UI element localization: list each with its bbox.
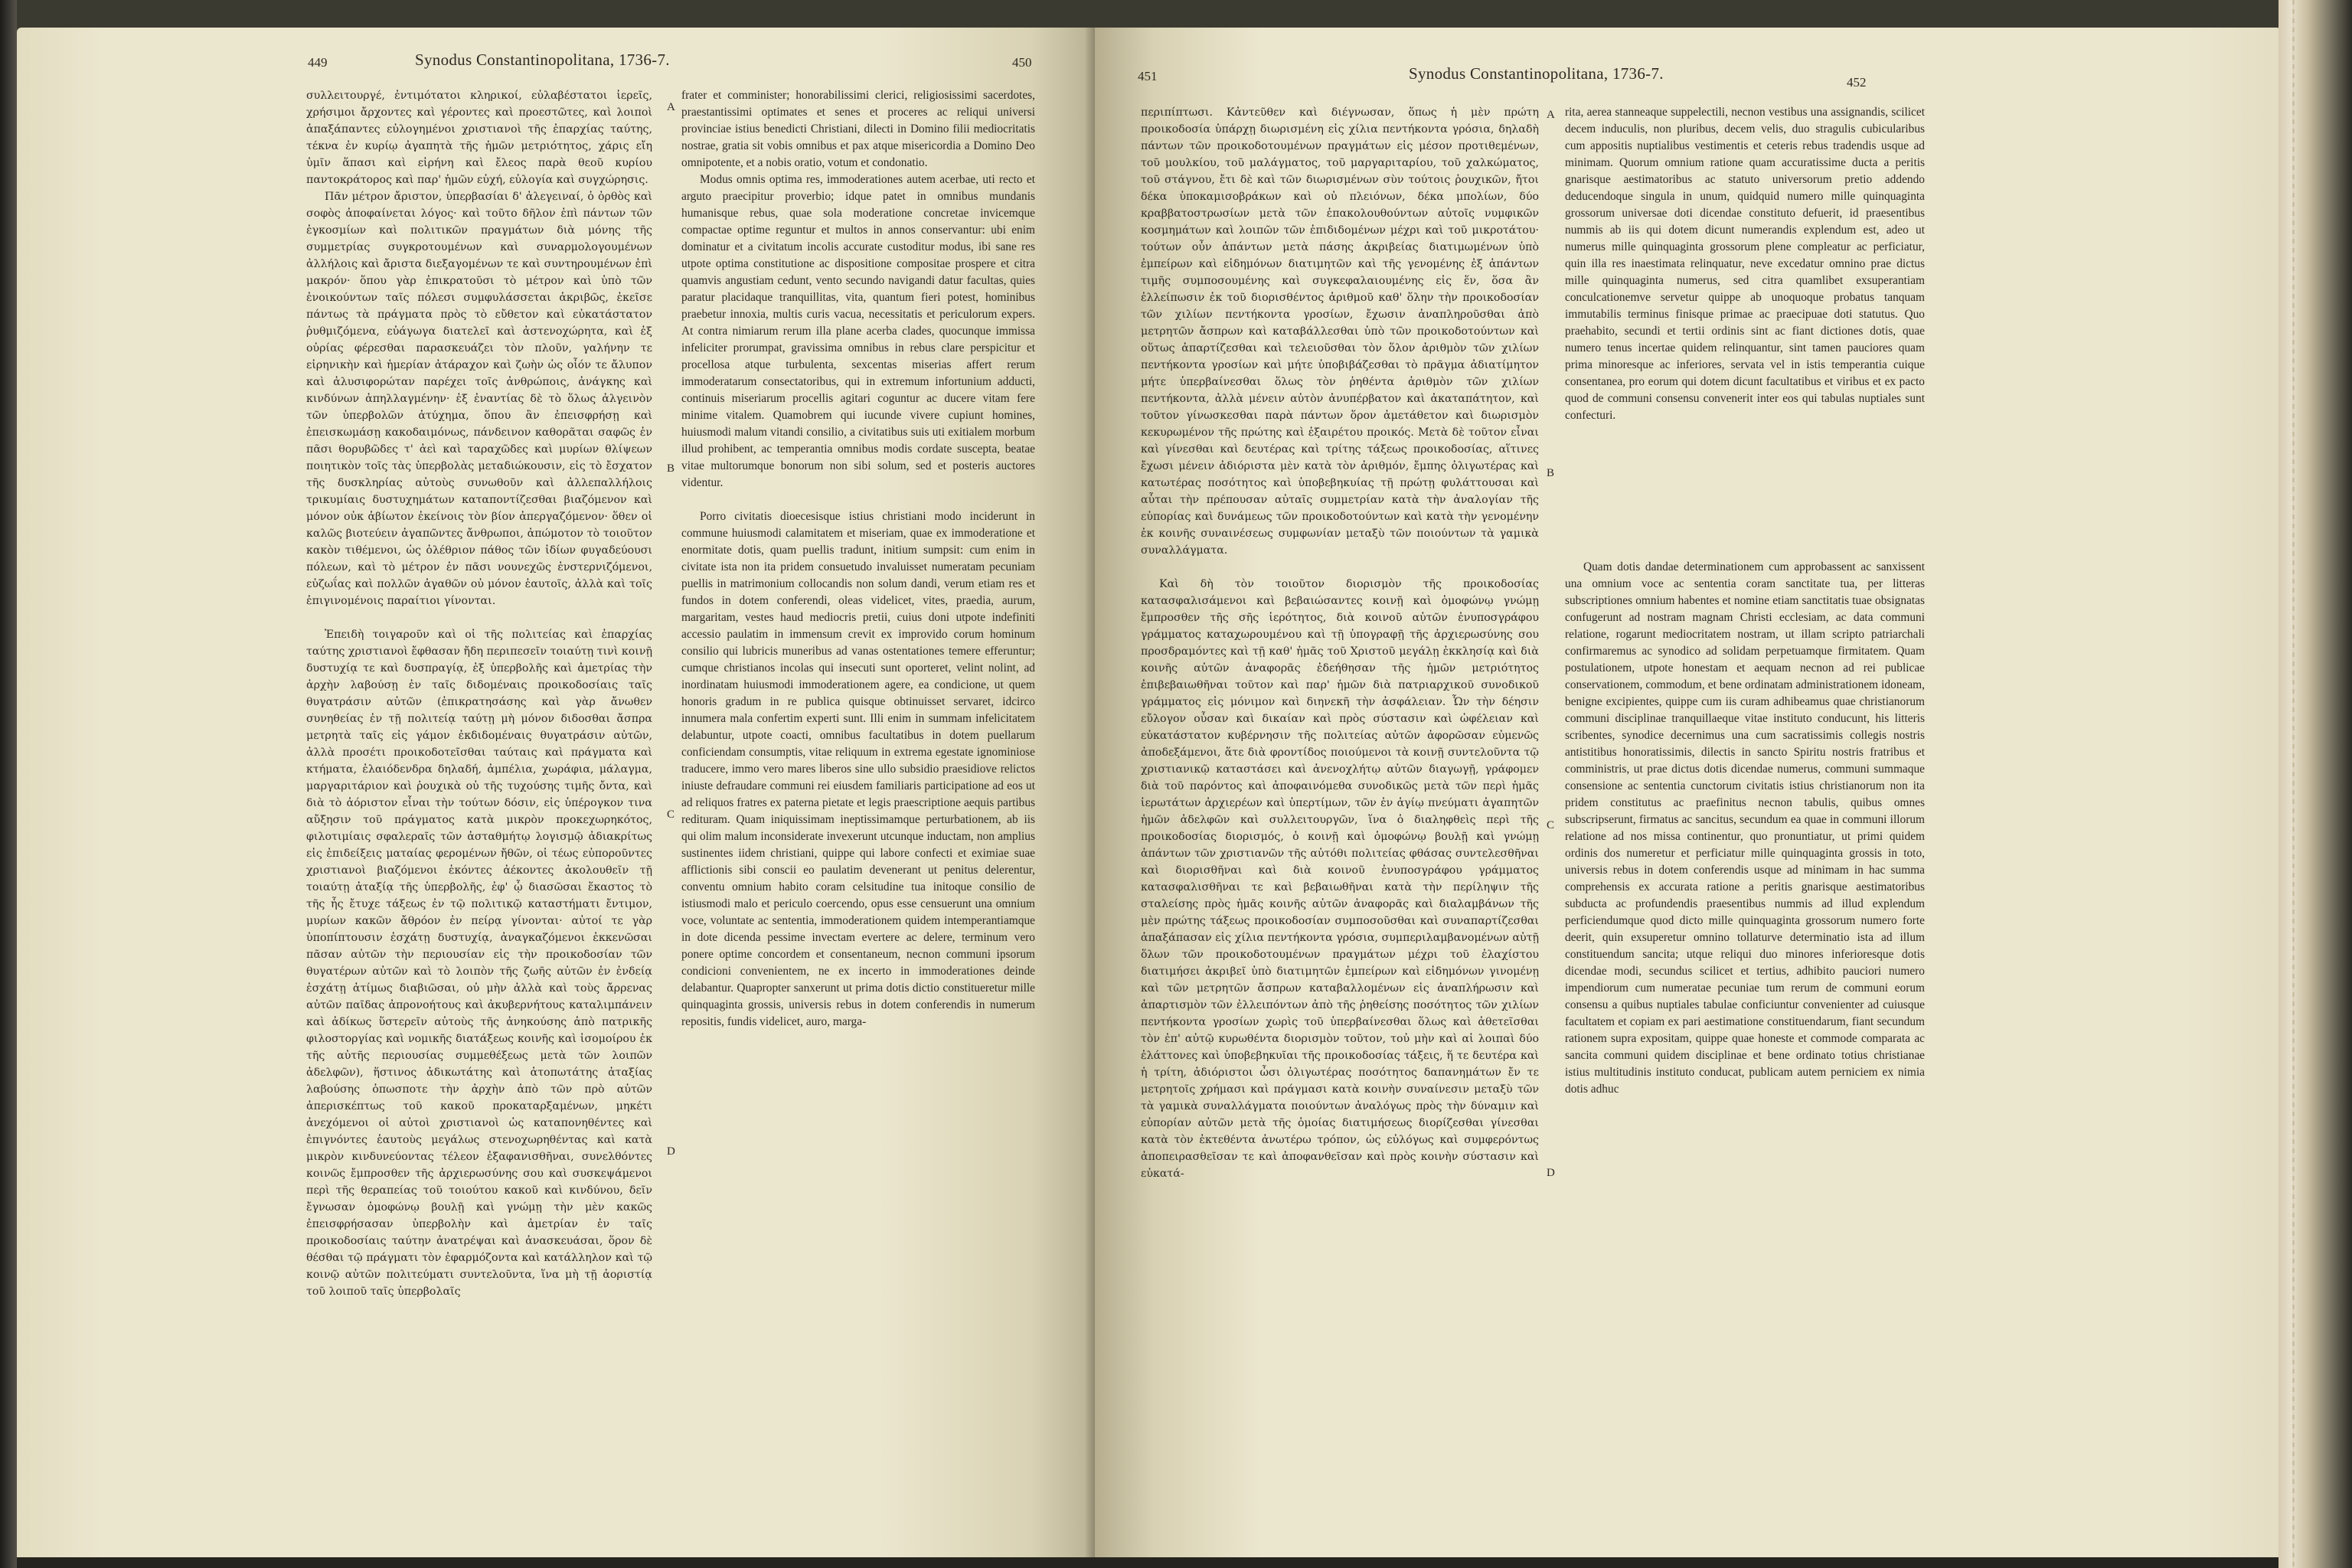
margin-letter-a: A [1547,109,1555,121]
book-right-edge [2278,0,2352,1568]
greek-paragraph: Ἐπειδὴ τοιγαροῦν καὶ οἱ τῆς πολιτείας καὶ ἐπαρχίας ταύτης χριστιανοὶ ἔφθασαν ἤδη περιπεσεῖν τοιαύτῃ τινὶ κοινῇ δυστυχίᾳ τε καὶ δυσπραγίᾳ, ἐξ ὑπερβολῆς καὶ ἀμετρίας τὴν ἀρχὴν λαβούσῃ ἐν ταῖς διδομέναις προικοδοσίαις ταῖς θυγατράσιν αὐτῶν (ἐπικρατησάσης καὶ γὰρ ἄνωθεν συνηθείας ἐν τῇ πολιτείᾳ ταύτῃ μὴ μόνον διδοσθαι ἄσπρα μετρητὰ ταῖς εἰς γάμον ἐκδιδομέναις θυγατράσιν αὐτῶν, ἀλλὰ προσέτι προικοδοτεῖσθαι ταύταις καὶ πράγματα καὶ κτήματα, ἐλαιόδενδρα δηλαδή, ἀμπέλια, χωράφια, μάλαγμα, μαργαριτάριον καὶ ῥουχικὰ οὐ τῆς τυχούσης τιμῆς ὄντα, καὶ διὰ τὸ ἀόριστον εἶναι τὴν τούτων δόσιν, εἰς ὑπέρογκον τινα αὔξησιν τοῦ πράγματος κατὰ μικρὸν προκεχωρηκότος, φιλοτιμίαις σφαλεραῖς τῶν ἀσταθμήτῳ λογισμῷ ἀδιακρίτως εἰς ἐπιδείξεις ματαίας φερομένων ἤθῶν, οἱ τέως εὐποροῦντες χριστιανοὶ βιαζόμενοι ἑκόντες ἀέκοντες ἀκολουθεῖν τῇ τοιαύτῃ ἀταξίᾳ τῆς ὑπερβολῆς, ἐφ' ᾧ διασῶσαι ἕκαστος τὸ τῆς ἧς ἔτυχε τάξεως ἐν τῷ πολιτικῷ καταστήματι ἔντιμον, μυρίων κακῶν ἄθρόον ἐν πείρᾳ γίνονται· αὐτοί τε γὰρ ὑποπίπτουσιν ἐσχάτῃ δυστυχίᾳ, ἀναγκαζόμενοι ἐκκενῶσαι πᾶσαν αὐτῶν τὴν περιουσίαν εἰς τὴν προικοδοσίαν τῶν θυγατέρων αὐτῶν καὶ τὸ λοιπὸν τῆς ζωῆς αὐτῶν ἐν ἐνδείᾳ ἐσχάτῃ ἀτίμως διαβιῶσαι, οὐ μὴν ἀλλὰ καὶ τοὺς ἄρρενας αὐτῶν παῖδας ἀπρονοήτους καὶ ἀκυβερνήτους καταλιμπάνειν καὶ ἀδίκως ὕστερεῖν αὐτοὺς τῆς ἀνηκούσης ἀπὸ πατρικῆς φιλοστοργίας καὶ νομικῆς διατάξεως κοινῆς καὶ ἰσομοίρου ἐκ τῆς αὐτῆς περιουσίας συμμεθέξεως μετὰ τῶν λοιπῶν ἀδελφῶν), ἥστινος ἀδικωτάτης καὶ ἀτοπωτάτης ἀταξίας λαβούσης ὁπωσποτε τὴν ἀρχὴν ἀπὸ τῶν πρὸ αὐτῶν ἀπερισκέπτως τοῦ κακοῦ προκαταρξαμένων, μηκέτι ἀνεχόμενοι οἱ αὐτοὶ χριστιανοὶ ὡς καταπονηθέντες καὶ ἐπιγνόντες ἑαυτοὺς μεγάλως στενοχωρηθέντας καὶ κατὰ μικρὸν κινδυνεύοντας τέλεον ἐξαφανισθῆναι, συνελθόντες κοινῶς ἔμπροσθεν τῆς ἀρχιερωσύνης σου καὶ συσκεψάμενοι περὶ τῆς θεραπείας τοῦ τοιούτου κακοῦ καὶ κινδύνου, δεῖν ἔγνωσαν ὁμοφώνῳ βουλῇ καὶ γνώμῃ τὴν μὲν κακῶς ἐπεισφρήσασαν ὑπερβολὴν καὶ ἀμετρίαν ἐν ταῖς προικοδοσίαις ταύτην ἀνατρέψαι καὶ ἀνασκευάσαι, ὅρον δὲ θέσθαι τῷ πράγματι τὸν ἐφαρμόζοντα καὶ κατάλληλον καὶ τῷ κοινῷ αὐτῶν πολιτεύματι συντελοῦντα, ἵνα μὴ τῇ ἀοριστίᾳ τοῦ λοιποῦ ταῖς ὑπερβολαῖς [306,629,652,1298]
running-head-left: Synodus Constantinopolitana, 1736-7. [415,51,670,69]
page-number-451: 451 [1138,69,1158,83]
margin-letter-b: B [1547,467,1555,479]
book-left-edge [0,0,17,1568]
latin-paragraph: Quam dotis dandae determinationem cum approbassent ac sanxissent una omnium voce ac sententia coram sanctitate tua, per litteras subscriptiones omnium habentes et nomine etiam sanctitatis tuae obsignatas confugerunt ad nostram magnam Christi ecclesiam, ac data communi relatione, rogarunt mediocritatem nostram, ut illam scripto patriarchali confirmaremus ac synodico ad solidam perpetuamque firmitatem. Quam postulationem, utpote honestam et aequam necnon ad rei publicae conservationem, commodum, et bene ordinatam administrationem idoneam, benigne excipientes, quippe cum iis curam adhibeamus quae christianorum communi disciplinae tranquillaeque vitae instituto conducunt, his litteris scribentes, synodice decernimus una cum sacratissimis collegis nostris antistitibus honoratissimis, dilectis in sancto Spiritu nostris fratribus et comministris, ut prae dictus dotis dicendae numerus, communi summaque consensione ac sententia cunctorum civitatis istius christianorum non ita pridem constitutus ac praefinitus necnon tabulis, quibus omnes subscripserunt, firmatus ac sancitus, secundum ea quae in communi illorum relatione ad nos missa continentur, quo pronuntiatur, ut primi quidem ordinis dos numeretur et perficiatur mille quinquaginta grossis in toto, universis rebus in dotem conferendis usque ad minimam in hac summa comprehensis ex accurata ratione a peritis gnarisque aestimatoribus subducta ac profundendis praesentibus nummis ad illud explendum perficiendumque quod dicto mille quinquaginta grossorum numero forte deerit, quin exsuperetur omnino tollaturve determinatio ista ad illum constituendum sancita; utque reliqui duo minores inferioresque dotis dicendae modi, secundus scilicet et tertius, adhibito pauciori numero impendiorum cum numeratae pecuniae tum rerum de communi eorum consensu a quibus nuptiales tabulae conficiuntur convenienter ad cuiusque facultatem et copiam ex pari aestimatione constituendarum, fiant secundum rationem supra expositam, quippe quae honeste et commode comparata ac sancita communi quidem disciplinae et bene ordinato totius christianae istius multitudinis instituto conducat, publicam autem perniciem ex nimia dotis adhuc [1565,560,1925,1096]
page-number-449: 449 [308,55,328,70]
greek-column-left [306,87,652,1542]
latin-paragraph: frater et comminister; honorabilissimi clerici, religiosissimi sacerdotes, praestantissimi optimates et senes et proceres ac reliqui universi provinciae istius benedicti Christiani, dilecti in Domino filii mediocritatis nostrae, gratia sit vobis omnibus et pax atque misericordia a Domino Deo omnipotente, et a nobis oratio, votum et condonatio. [681,89,1035,169]
margin-letter-d: D [1547,1167,1555,1179]
latin-paragraph: Porro civitatis dioecesisque istius christiani modo inciderunt in commune huiusmodi calamitatem et miseriam, quae ex immoderatione et enormitate dotis, quam puellis tradunt, initium sumpsit: cum enim in civitate ista non ita pridem consuetudo invaluisset numeratam pecuniam puellis in matrimonium collocandis non solum dandi, verum etiam res et fundos in dotem conferendi, oleas videlicet, vites, praedia, aurum, margaritam, vestes haud mediocris pretii, cuius doni utpote indefiniti accessio paulatim in immensum crevit ex improvido corum hominum consilio qui lubricis muneribus ad vanas ostentationes temere efferuntur; cumque christianos incolas qui insecuti sunt oporteret, velint nolint, ad inordinatam huiusmodi immoderationem agere, ea condicione, ut quem honoris gradum in re publica quisque obtinuisset servaret, idcirco innumera mala confertim experti sunt. Illi enim in summam infelicitatem delabuntur, utpote coacti, omnibus facultatibus in dotem puellarum conficiendam consumptis, vitae reliquum in extrema egestate ignominiose traducere, immo vero mares liberos sine ullo subsidio praesidiove relictos iniuste defraudare communi rei eiusdem familiaris participatione ad eos ut ad reliquos fratres ex paterna pietate et legis praescriptione aequis partibus redituram. Quam iniquissimam ineptissimamque perturbationem, ab iis qui olim malum inconsiderate invexerunt utcunque inductam, non amplius sustinentes iidem christiani, quippe qui labore confecti et eximiae suae afflictionis sibi conscii eo paulatim devenerant ut penitus delerentur, conventu omnium habito coram celsitudine tua initoque consilio de istiusmodi malo et periculo coercendo, opus esse censuerunt una omnium voce, voluntate ac sententia, immoderationem quidem intemperantiamque in dote dicenda pessime invectam evertere ac delere, terminum vero ponere optime concordem et consentaneum, necnon communi ipsorum condicioni convenientem, ne ex incerto in immoderationes deinde delabantur. Quapropter sanxerunt ut prima dotis dictio constitueretur mille quinquaginta grossis, universis rebus in dotem conferendis in numerum repositis, fundis videlicet, auro, marga- [681,510,1035,1028]
latin-column-left [681,87,1035,1542]
left-page [17,28,1095,1557]
page-number-450: 450 [1012,55,1032,70]
latin-column-right [1565,104,1925,1544]
margin-letter-d: D [667,1145,675,1158]
greek-column-right [1141,104,1539,1544]
running-head-right: Synodus Constantinopolitana, 1736-7. [1409,64,1664,83]
margin-letter-a: A [667,101,675,113]
page-number-452: 452 [1847,75,1867,90]
greek-paragraph: Πᾶν μέτρον ἄριστον, ὑπερβασίαι δ' ἀλεγειναί, ὁ ὀρθὸς καὶ σοφὸς ἀποφαίνεται λόγος· καὶ τοῦτο δῆλον ἐπὶ πάντων τῶν ἐγκοσμίων καὶ πολιτικῶν πραγμάτων διὰ μόνης τῆς συμμετρίας συγκροτουμένων καὶ συναρμολογουμένων ἀλλήλοις καὶ ἄριστα διεξαγομένων τε καὶ συντηρουμένων ἐπὶ μακρόν· ὅπου γὰρ ἐπικρατοῦσι τὸ μέτρον καὶ ὑπὸ τῶν ἐνοικούντων ταῖς πόλεσι συμφυλάσσεται ἀκριβῶς, ἐκεῖσε πάντως τὰ πράγματα πρὸς τὸ εὔθετον καὶ εὐκατάστατον ῥυθμιζόμενα, εὐάγωγα διατελεῖ καὶ ἀστενοχώρητα, καὶ ἐξ οὐρίας φέρεσθαι παρασκευάζει τὸν πλοῦν, γαλήνην τε εἰρηνικὴν καὶ ἡμερίαν ἀτάραχον καὶ ζωὴν ὡς οἷόν τε ἄλυπον καὶ ἀλυσιφορώταν παρέχει τοῖς ἀνθρώποις, ἀνάγκης καὶ κινδύνων ἀπηλλαγμένην· ἐξ ἐναντίας δὲ τὸ ὅλως ἀλγεινὸν τῶν ὑπερβολῶν ἀτύχημα, ὅπου ἂν ἐπεισφρήσῃ καὶ ἐπεισκωμάσῃ κακοδαιμόνως, πάνδεινον καθορᾶται σαφῶς ἐν πᾶσι θορυβῶδες τ' ἀεὶ καὶ ταραχῶδες καὶ μυρίων θλίψεων ποιητικὸν τοῖς τὰς ὑπερβολὰς μεταδιώκουσιν, εἰς τὸ ἔσχατον τῆς δυσκληρίας αὐτοὺς συνωθοῦν καὶ ἀλλεπαλλήλοις τρικυμίαις δυστυχημάτων καταποντίζεσθαι βιαζόμενον καὶ μόνον οὐκ ἀβίωτον ἐκείνοις τὸν βίον ἀπεργαζόμενον· ὅθεν οἱ καλῶς βιοτεύειν ἀγαπῶντες ἄνθρωποι, ἀπώμοτον τὸ τοιοῦτον κακὸν τιθέμενοι, ὡς ὀλέθριον πάθος τῶν ἰδίων φυγαδεύουσι πόλεων, καὶ τὸ μέτρον ἐν πᾶσι νουνεχῶς ἐνστερνιζόμενοι, εὐζωΐας καὶ πολλῶν ἀγαθῶν οὐ μόνον ἑαυτοῖς, ἀλλὰ καὶ τοῖς ἐπιγινομένοις παραίτιοι γίνονται. [306,191,652,607]
latin-paragraph: rita, aerea stanneaque suppelectili, necnon vestibus una assignandis, scilicet decem induculis, non pluribus, decem velis, duo stragulis cubicularibus cum appositis nuptialibus vestimentis et ceteris rebus tradendis usque ad minimam. Quorum omnium ratione quam accuratissime ducta a peritis gnarisque aestimatoribus ac statuto universorum pretio addendo deducendoque singula in unum, quidquid numero mille quinquaginta grossorum universae doti dicendae constituto defuerit, id praesentibus nummis ab iis qui dotem dicunt numerandis explendum est, adeo ut numerus mille quinquaginta grossorum plene compleatur ac perficiatur, quin illa res inaestimata relinquatur, neve excedatur omnino prae dictus mille quinquaginta numerus, sed citra quamlibet exsuperantiam conculcationemve servetur quippe ab unoquoque probatus tanquam immutabilis terminus finisque primae ac praecipuae doti statutus. Quo praehabito, secundi et tertii ordinis sint ac fiant dictiones dotis, quae numero tenus incertae quidem relinquantur, sint tamen pauciores quam prima minoresque ac inferiores, servata vel in istis temperantia cuique consentanea, pro eorum qui dotem dicunt facultatibus et viribus et ex pacto quod de communi consensu convenerit inter eos qui tabulas nuptiales sunt confecturi. [1565,106,1925,422]
latin-paragraph: Modus omnis optima res, immoderationes autem acerbae, uti recto et arguto praecipitur proverbio; idque patet in omnibus mundanis humanisque rebus, quae sola moderatione concretae invicemque compactae optime reguntur et multos in annos conservantur: ubi enim dominatur et a civitatum incolis accurate custoditur modus, ibi sane res utpote optima constitutione ac dispositione compositae prospere et citra quamvis angustiam cedunt, vento secundo navigandi datur facultas, quies paratur placidaque tranquillitas, vita, quantum fieri potest, hominibus praebetur innoxia, multis curis vacua, necessitatis et periculorum expers. At contra nimiarum rerum illa plane acerba clades, quocunque immissa infeliciter prorumpat, gravissima omnibus in rebus clare perspicitur et procellosa atque turbulenta, sexcentas miserias affert rerum immoderatarum consectatoribus, qui in extremum infortunium adducti, continuis miseriarum procellis agitari coguntur ac ducere vitam fere minime vitalem. Quamobrem qui iucunde vivere cupiunt homines, huiusmodi malum vitandi consilio, a civitatibus suis uti exitialem morbum illud prohibent, ac temperantia omnibus modis cordate suscepta, beatae vitae multorumque bonorum non sibi solum, sed et posteris auctores videntur. [681,173,1035,489]
margin-letter-b: B [667,462,675,475]
greek-paragraph: συλλειτουργέ, ἐντιμότατοι κληρικοί, εὐλαβέστατοι ἱερεῖς, χρήσιμοι ἄρχοντες καὶ γέροντες καὶ προεστῶτες, καὶ λοιποὶ ἁπαξάπαντες εὐλογημένοι χριστιανοὶ τῆς ἐπαρχίας ταύτης, τέκνα ἐν κυρίῳ ἀγαπητὰ τῆς ἡμῶν μετριότητος, χάρις εἴη ὑμῖν ἅπασι καὶ εἰρήνη καὶ ἔλεος παρὰ θεοῦ κυρίου παντοκράτορος καὶ παρ' ἡμῶν εὐχή, εὐλογία καὶ συγχώρησις. [306,90,652,186]
margin-letter-c: C [1547,819,1555,831]
greek-paragraph: περιπίπτωσι. Κἀντεῦθεν καὶ διέγνωσαν, ὅπως ἡ μὲν πρώτη προικοδοσία ὑπάρχῃ διωρισμένη εἰς χίλια πεντήκοντα γρόσια, δηλαδὴ πάντων τῶν προικοδοτουμένων πραγμάτων εἰς μέσον προτιθεμένων, τοῦ μουλκίου, τοῦ μαλάγματος, τοῦ μαργαριταρίου, τοῦ χαλκώματος, τοῦ στάγνου, ἔτι δὲ καὶ τῶν διωρισμένων σὺν τούτοις ῥουχικῶν, ἤτοι δέκα ὑποκαμισοβράκων καὶ οὐ πλειόνων, δέκα μπολίων, δύο κραββατοστρωσίων μετὰ τῶν ἐπακολουθούντων αὐτοῖς νυμφικῶν κοσμημάτων καὶ λοιπῶν τῶν ἐπιδιδομένων μέχρι καὶ τοῦ μικροτάτου· τούτων οὖν ἁπάντων μετὰ πάσης ἀκριβείας διατιμωμένων ὑπὸ ἐμπείρων καὶ εἰδημόνων διατιμητῶν καὶ τῆς γενομένης ἐξ ἁπάντων τιμῆς συμποσουμένης καὶ συγκεφαλαιουμένης εἰς ἕν, ὅσα ἂν ἐλλείπωσιν ἐκ τοῦ διορισθέντος ἀριθμοῦ καθ' ὅλην τὴν προικοδοσίαν τῶν χιλίων πεντήκοντα γροσίων, ἔχωσιν ἀναπληροῦσθαι ἀπὸ μετρητῶν ἄσπρων καὶ καταβάλλεσθαι ὑπὸ τῶν προικοδοτούντων καὶ οὕτως ἀπαρτίζεσθαι καὶ τελειοῦσθαι τὸν ὅλον ἀριθμὸν τῶν χιλίων πεντήκοντα γροσίων καὶ μήτε ὑποβιβάζεσθαι τὸ πρᾶγμα ἀδιατίμητον μήτε ὑπερβαίνεσθαι ὅλως τὸν ῥηθέντα ἀριθμὸν τῶν χιλίων πεντήκοντα, ἀλλὰ μένειν αὐτὸν ἀνυπέρβατον καὶ ἀκαταπάτητον, καὶ τοῦτον γίνωσκεσθαι παρὰ πάντων ὅρον ἀμετάθετον καὶ διωρισμὸν κεκυρωμένον τῆς πρώτης καὶ ἐξαιρέτου προικός. Μετὰ δὲ τοῦτον εἶναι καὶ γίνεσθαι καὶ δευτέρας καὶ τρίτης τάξεως προικοδοσίας, αἵτινες ἔχωσι μένειν ἀδιόριστα μὲν κατὰ τὸν ἀριθμόν, ἔμπης ὀλιγωτέρας καὶ κατωτέρας ποσότητος καὶ ὑποβεβηκυίας τῇ πρώτῃ φυλάττουσαι καὶ αὗται τὴν πρέπουσαν αὐταῖς συμμετρίαν κατὰ τὴν ἀναλογίαν τῆς εὐπορίας καὶ δυνάμεως τῶν προικοδοτούντων καὶ κατὰ τὴν γενομένην ἐκ κοινῆς συναινέσεως συμφωνίαν μεταξὺ τῶν ποιούντων τὰ γαμικὰ συναλλάγματα. [1141,106,1539,557]
margin-letter-c: C [667,808,675,821]
right-page [1095,28,2280,1557]
greek-paragraph: Καὶ δὴ τὸν τοιοῦτον διορισμὸν τῆς προικοδοσίας κατασφαλισάμενοι καὶ βεβαιώσαντες κοινῇ καὶ ὁμοφώνῳ γνώμῃ ἔμπροσθεν τῆς σῆς ἱερότητος, διὰ κοινοῦ αὐτῶν ἐνυποσγράφου γράμματος καταχωρουμένου καὶ τῇ ὑπογραφῇ τῆς ἀρχιερωσύνης σου προσδραμόντες καὶ τῇ καθ' ἡμᾶς τοῦ Χριστοῦ μεγάλῃ ἐκκλησίᾳ καὶ διὰ κοινῆς αὐτῶν ἀναφορᾶς ἐδεήθησαν τῆς ἡμῶν μετριότητος ἐπιβεβαιωθῆναι τοῦτον καὶ παρ' ἡμῶν διὰ πατριαρχικοῦ συνοδικοῦ γράμματος εἰς μόνιμον καὶ διηνεκῆ τὴν ἀσφάλειαν. Ὧν τὴν δέησιν εὔλογον οὖσαν καὶ δικαίαν καὶ πρὸς σύστασιν καὶ ὠφέλειαν καὶ εὐκατάστατον κυβέρνησιν τῆς πολιτείας αὐτῶν ἀφορῶσαν εὐμενῶς ἀποδεξάμενοι, ἅτε διὰ φροντίδος ποιούμενοι τὰ κοινῇ συντελοῦντα τῷ χριστιανικῷ καταστάσει καὶ ἀνενοχλήτῳ αὐτῶν διαγωγῇ, γράφομεν διὰ τοῦ παρόντος καὶ ἀποφαινόμεθα συνοδικῶς μετὰ τῶν περὶ ἡμᾶς ἱερωτάτων ἀρχιερέων καὶ ὑπερτίμων, τῶν ἐν ἁγίῳ πνεύματι ἀγαπητῶν ἡμῶν ἀδελφῶν καὶ συλλειτουργῶν, ἵνα ὁ διαληφθεὶς περὶ τῆς προικοδοσίας διορισμός, ὁ κοινῇ καὶ ὁμοφώνῳ βουλῇ καὶ γνώμῃ ἁπάντων τῶν χριστιανῶν τῆς αὐτόθι πολιτείας φθάσας συντελεσθῆναι καὶ διορισθῆναι καὶ διὰ κοινοῦ ἐνυποσγράφου γράμματος κατασφαλισθῆναι τε καὶ βεβαιωθῆναι κατὰ τὴν περίληψιν τῆς σταλείσης πρὸς ἡμᾶς κοινῆς αὐτῶν ἀναφορᾶς καὶ διαλαμβάνων τῆς μὲν πρώτης τάξεως προικοδοσίαν συμποσοῦσθαι καὶ συναπαρτίζεσθαι ἁπαξάπασαν εἰς χίλια πεντήκοντα γρόσια, συμπεριλαμβανομένων αὐτῇ ὅλων τῶν προικοδοτουμένων πραγμάτων μέχρι τοῦ ἐλαχίστου διατιμήσει ἀκριβεῖ ὑπὸ διατιμητῶν ἐμπείρων καὶ εἰδημόνων γινομένῃ καὶ τῶν μετρητῶν ἄσπρων καταβαλλομένων εἰς ἀναπλήρωσιν καὶ ἀπαρτισμὸν τῶν ἐλλειπόντων ἀπὸ τῆς ῥηθείσης ποσότητος τῶν χιλίων πεντήκοντα γροσίων χωρὶς τοῦ ὑπερβαίνεσθαι ὅλως καὶ ἀθετεῖσθαι τὸν ἐπ' αὐτῷ κυρωθέντα διορισμὸν τοῦτον, τοὐ μὴν καὶ αἱ λοιπαὶ δύο ἐλάττονες καὶ ὑποβεβηκυῖαι τῆς προικοδοσίας τάξεις, ἥ τε δευτέρα καὶ ἡ τρίτη, ἀδιόριστοι ὦσι ὀλιγωτέρας ποσότητος δαπανημάτων ἔν τε μετρητοῖς χρήμασι καὶ πράγμασι κατὰ κοινὴν συναίνεσιν μεταξὺ τῶν τὰ γαμικὰ συναλλάγματα ποιούντων ἀναλόγως πρὸς τὴν δύναμιν καὶ εὐπορίαν αὐτῶν μετὰ τῆς ὁμοίας διατιμήσεως διορίζεσθαι γίνεσθαι κατὰ τὸν ἐκτεθέντα ἀνωτέρω τρόπον, ὡς εὐλόγως καὶ συμφερόντως ἀποπειρασθεῖσαν τε καὶ ἀποφανθεῖσαν καὶ πρὸς κοινὴν σύστασιν καὶ εὐκατά- [1141,578,1539,1180]
